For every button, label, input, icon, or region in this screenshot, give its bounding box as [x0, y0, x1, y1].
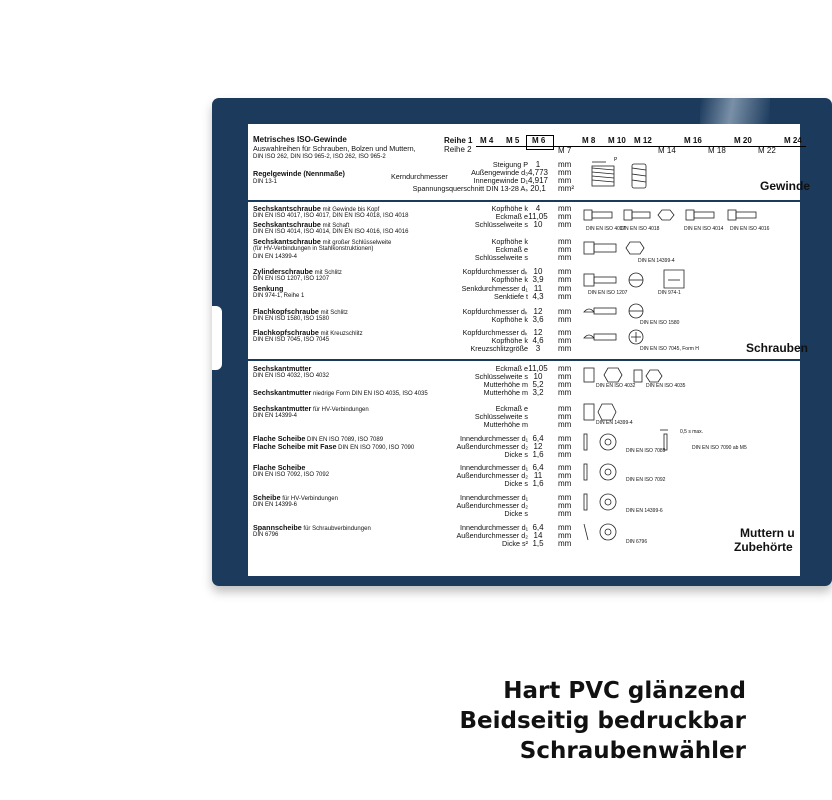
- group-title: Sechskantmutter für HV-Verbindungen: [253, 404, 369, 413]
- row-value: 1,5: [532, 539, 544, 548]
- row-label: Senkdurchmesser d₁: [461, 284, 528, 293]
- row-value: 6,4: [532, 434, 544, 443]
- reihe2-m18: M 18: [708, 146, 726, 155]
- row-value: 3,6: [532, 315, 544, 324]
- kern-label: Kerndurchmesser: [391, 172, 448, 181]
- caption: DIN EN ISO 1207: [588, 290, 628, 296]
- row-value: 10: [533, 220, 543, 229]
- row-unit: mm: [558, 220, 572, 229]
- caption: DIN EN ISO 4017: [586, 226, 626, 232]
- reihe2-label: Reihe 2: [444, 145, 472, 154]
- group-title: Sechskantmutter: [253, 364, 312, 373]
- svg-text:P: P: [614, 157, 618, 163]
- caption: DIN EN ISO 1580: [640, 320, 680, 326]
- row-label: Kopfdurchmesser dₖ: [462, 267, 528, 276]
- regel-title: Regelgewinde (Nennmaße): [253, 169, 345, 178]
- row-label: Mutterhöhe m: [483, 420, 528, 429]
- row-value: 11: [533, 471, 543, 480]
- reihe1-m4: M 4: [480, 136, 494, 145]
- row-label: Eckmaß e: [495, 245, 528, 254]
- group-title: Sechskantschraube mit großer Schlüsselweite: [253, 237, 392, 246]
- row-value: 12: [533, 328, 543, 337]
- row-label: Eckmaß e: [495, 364, 528, 373]
- fase-note: 0,5 s max.: [680, 429, 704, 435]
- caption: DIN EN ISO 7045, Form H: [640, 346, 699, 352]
- row-unit: mm: [558, 539, 572, 548]
- row-label: Mutterhöhe m: [483, 380, 528, 389]
- reihe1-label: Reihe 1: [444, 136, 473, 145]
- row-unit: mm: [558, 420, 572, 429]
- caption: DIN EN ISO 7092: [626, 477, 666, 483]
- group-title: Sechskantmutter niedrige Form DIN EN ISO 4035, ISO 4035: [253, 388, 428, 397]
- group-norm: DIN EN ISO 4032, ISO 4032: [253, 373, 330, 379]
- row-label: Innendurchmesser d₁: [460, 434, 528, 443]
- group-title: Senkung: [253, 284, 284, 293]
- row-label: Außendurchmesser d₂: [456, 442, 528, 451]
- row-value: 4,3: [532, 292, 544, 301]
- footer-line-2: Beidseitig bedruckbar: [459, 708, 746, 734]
- row-unit: mm: [558, 204, 572, 213]
- caption: DIN EN ISO 4014: [684, 226, 724, 232]
- row-label: Innendurchmesser d₁: [460, 493, 528, 502]
- row-label: Dicke s: [504, 450, 528, 459]
- row-label: Innengewinde D₁: [473, 176, 528, 185]
- row-label: Innendurchmesser d₁: [460, 523, 528, 532]
- row-unit: mm: [558, 292, 572, 301]
- group-norm: DIN EN ISO 1207, ISO 1207: [253, 276, 330, 282]
- row-unit: mm: [558, 275, 572, 284]
- row-unit: mm: [558, 176, 572, 185]
- row-label: Schlüsselweite s: [474, 412, 528, 421]
- row-label: Kopfhöhe k: [491, 336, 528, 345]
- reihe2-m7: M 7: [558, 146, 572, 155]
- row-value: 11: [533, 284, 543, 293]
- row-label: Senktiefe t: [494, 292, 528, 301]
- section-label-schrauben: Schrauben: [746, 341, 809, 355]
- row-unit: mm²: [558, 184, 574, 193]
- row-unit: mm: [558, 364, 572, 373]
- row-value: 6,4: [532, 523, 544, 532]
- row-unit: mm: [558, 471, 572, 480]
- row-label: Schlüsselweite s: [474, 253, 528, 262]
- row-value: 1,6: [532, 479, 544, 488]
- row-unit: mm: [558, 315, 572, 324]
- row-label: Schlüsselweite s: [474, 372, 528, 381]
- row-unit: mm: [558, 463, 572, 472]
- caption: DIN 6796: [626, 539, 648, 545]
- row-unit: mm: [558, 284, 572, 293]
- row-label: Außendurchmesser d₂: [456, 501, 528, 510]
- row-unit: mm: [558, 434, 572, 443]
- row-unit: mm: [558, 307, 572, 316]
- row-label: Kopfhöhe k: [491, 204, 528, 213]
- row-label: Kopfhöhe k: [491, 237, 528, 246]
- row-unit: mm: [558, 380, 572, 389]
- row-unit: mm: [558, 531, 572, 540]
- row-unit: mm: [558, 336, 572, 345]
- caption: DIN EN ISO 4018: [620, 226, 660, 232]
- reihe1-m12: M 12: [634, 136, 652, 145]
- reihe1-m24: M 24: [784, 136, 802, 145]
- row-value: 4: [535, 204, 541, 213]
- caption: DIN EN ISO 7089: [626, 448, 666, 454]
- card-sheen: [700, 98, 770, 124]
- row-value: 4,6: [532, 336, 544, 345]
- row-unit: mm: [558, 450, 572, 459]
- row-value: 14: [533, 531, 543, 540]
- caption: DIN EN 14399-6: [626, 508, 663, 514]
- row-value: 11,05: [528, 364, 548, 373]
- row-label: Spannungsquerschnitt DIN 13-28 Aₛ: [412, 184, 528, 193]
- row-unit: mm: [558, 253, 572, 262]
- row-value: 1: [535, 160, 541, 169]
- row-unit: mm: [558, 344, 572, 353]
- row-label: Schlüsselweite s: [474, 220, 528, 229]
- row-label: Kopfdurchmesser dₖ: [462, 307, 528, 316]
- row-unit: mm: [558, 493, 572, 502]
- row-unit: mm: [558, 328, 572, 337]
- reihe1-m8: M 8: [582, 136, 596, 145]
- row-label: Kreuzschlitzgröße: [470, 344, 528, 353]
- row-label: Außengewinde d₃: [471, 168, 528, 177]
- row-label: Eckmaß e: [495, 212, 528, 221]
- row-label: Steigung P: [492, 160, 528, 169]
- row-unit: mm: [558, 388, 572, 397]
- section-label-zubehoer: Zubehörte: [734, 540, 793, 554]
- group-norm: (für HV-Verbindungen in Stahlkonstruktionen): [253, 246, 374, 252]
- reihe2-m22: M 22: [758, 146, 776, 155]
- row-value: 3,9: [532, 275, 544, 284]
- caption: DIN EN ISO 7090 ab M5: [692, 445, 747, 451]
- row-unit: mm: [558, 212, 572, 221]
- group-norm: DIN EN 14399-6: [253, 502, 298, 508]
- row-label: Außendurchmesser d₂: [456, 531, 528, 540]
- row-unit: mm: [558, 168, 572, 177]
- caption: DIN EN ISO 4035: [646, 383, 686, 389]
- caption: DIN 974-1: [658, 290, 681, 296]
- row-label: Dicke s²: [502, 539, 528, 548]
- footer-line-3: Schraubenwähler: [519, 738, 746, 764]
- row-unit: mm: [558, 245, 572, 254]
- nut-washer-diagrams-icon: [578, 364, 728, 554]
- group-norm: DIN EN ISO 7092, ISO 7092: [253, 472, 330, 478]
- section-label-muttern: Muttern u: [740, 526, 795, 540]
- row-value: 10: [533, 267, 543, 276]
- reihe1-m16: M 16: [684, 136, 702, 145]
- group-title: Flache Scheibe: [253, 463, 306, 472]
- row-label: Außendurchmesser d₂: [456, 471, 528, 480]
- reihe1-m20: M 20: [734, 136, 752, 145]
- row-unit: mm: [558, 442, 572, 451]
- group-title: Flache Scheibe DIN EN ISO 7089, ISO 7089: [253, 434, 384, 443]
- group-title: Sechskantschraube mit Gewinde bis Kopf: [253, 204, 380, 213]
- group-title: Zylinderschraube mit Schlitz: [253, 267, 342, 276]
- row-value: 6,4: [532, 463, 544, 472]
- row-unit: mm: [558, 509, 572, 518]
- row-value: 3: [535, 344, 541, 353]
- row-value: 5,2: [532, 380, 544, 389]
- group-norm: DIN 6796: [253, 532, 279, 538]
- group-title: Sechskantschraube mit Schaft: [253, 220, 350, 229]
- row-value: 10: [533, 372, 543, 381]
- row-value: 12: [533, 307, 543, 316]
- caption: DIN EN ISO 4016: [730, 226, 770, 232]
- row-value: 1,6: [532, 450, 544, 459]
- row-label: Dicke s: [504, 509, 528, 518]
- reihe1-m5: M 5: [506, 136, 520, 145]
- row-value: 20,1: [530, 184, 546, 193]
- group-title: Flache Scheibe mit Fase DIN EN ISO 7090, ISO 7090: [253, 442, 415, 451]
- group-title: Scheibe für HV-Verbindungen: [253, 493, 338, 502]
- group-norm: DIN EN ISO 4014, ISO 4014, DIN EN ISO 4016, ISO 4016: [253, 229, 409, 235]
- group-norm: DIN EN ISO 4017, ISO 4017, DIN EN ISO 4018, ISO 4018: [253, 213, 409, 219]
- row-value: 4,917: [527, 176, 549, 185]
- caption: DIN EN 14399-4: [596, 420, 633, 426]
- row-label: Mutterhöhe m: [483, 388, 528, 397]
- row-value: 11,05: [528, 212, 548, 221]
- printed-sheet: [248, 124, 811, 576]
- footer-line-1: Hart PVC glänzend: [503, 678, 746, 704]
- caption: DIN EN 14399-4: [638, 258, 675, 264]
- thread-title: Metrisches ISO-Gewinde: [253, 135, 347, 144]
- row-label: Eckmaß e: [495, 404, 528, 413]
- row-unit: mm: [558, 404, 572, 413]
- row-unit: mm: [558, 479, 572, 488]
- reihe1-m10: M 10: [608, 136, 626, 145]
- reihe1-m6: M 6: [532, 136, 546, 145]
- card-notch: [212, 306, 222, 370]
- thread-subtitle: Auswahlreihen für Schrauben, Bolzen und Muttern,: [253, 144, 416, 153]
- section-label-gewinde: Gewinde: [760, 179, 811, 193]
- group-title: Flachkopfschraube mit Kreuzschlitz: [253, 328, 363, 337]
- group-title: Spannscheibe für Schraubverbindungen: [253, 523, 371, 532]
- row-unit: mm: [558, 523, 572, 532]
- row-unit: mm: [558, 372, 572, 381]
- row-value: 4,773: [527, 168, 549, 177]
- group-norm: DIN EN ISO 7045, ISO 7045: [253, 337, 330, 343]
- group-title: Flachkopfschraube mit Schlitz: [253, 307, 348, 316]
- row-unit: mm: [558, 501, 572, 510]
- row-label: Kopfhöhe k: [491, 275, 528, 284]
- group-norm: DIN EN ISO 1580, ISO 1580: [253, 316, 330, 322]
- row-value: 12: [533, 442, 543, 451]
- row-unit: mm: [558, 237, 572, 246]
- reihe2-m14: M 14: [658, 146, 676, 155]
- row-unit: mm: [558, 160, 572, 169]
- row-label: Kopfdurchmesser dₖ: [462, 328, 528, 337]
- row-unit: mm: [558, 412, 572, 421]
- row-value: 3,2: [532, 388, 544, 397]
- caption: DIN EN ISO 4032: [596, 383, 636, 389]
- thread-norms: DIN ISO 262, DIN ISO 965-2, ISO 262, ISO 965-2: [253, 154, 386, 160]
- group-norm: DIN EN 14399-4: [253, 254, 298, 260]
- thread-diagram-icon: [588, 158, 658, 194]
- row-unit: mm: [558, 267, 572, 276]
- row-label: Kopfhöhe k: [491, 315, 528, 324]
- row-label: Innendurchmesser d₁: [460, 463, 528, 472]
- regel-norm: DIN 13-1: [253, 179, 278, 185]
- group-norm: DIN EN 14399-4: [253, 413, 298, 419]
- row-label: Dicke s: [504, 479, 528, 488]
- group-norm: DIN 974-1, Reihe 1: [253, 293, 305, 299]
